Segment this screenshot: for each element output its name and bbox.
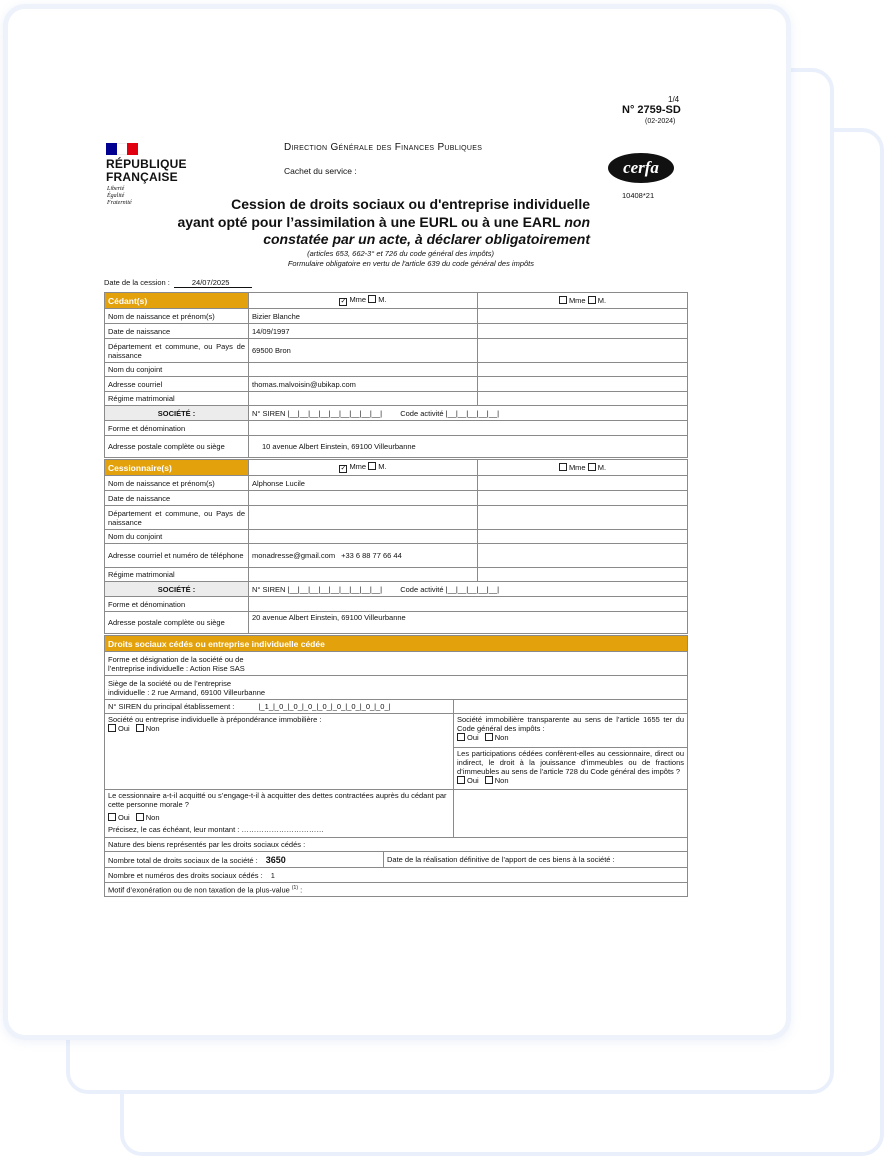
- motif-field[interactable]: Motif d’exonération ou de non taxation de la plus-value $^{(1)}$ :: [105, 883, 688, 897]
- dettes-cell: Le cessionnaire a-t-il acquitté ou s’engage-t-il à acquitter des dettes contractées auprès du cédant par cette personne morale ? Oui Non Précisez, le cas échéant, leur montant : ……………………………: [105, 790, 454, 838]
- cedant2-courriel-field[interactable]: [478, 377, 688, 392]
- cessionnaire-conjoint-field[interactable]: [249, 530, 478, 544]
- form-date: (02-2024): [645, 118, 676, 125]
- flag-icon: [106, 143, 138, 155]
- cedant-conjoint-field[interactable]: [249, 363, 478, 377]
- cedant-siren-field[interactable]: |__|__|__|__|__|__|__|__|__|: [287, 408, 383, 418]
- participations-non-checkbox[interactable]: [485, 776, 493, 784]
- cessionnaire2-mme-checkbox[interactable]: [559, 463, 567, 471]
- droits-forme-row: Forme et désignation de la société ou de l’entreprise individuelle : Action Rise SAS: [105, 652, 688, 676]
- cessionnaire-lieu-field[interactable]: [249, 506, 478, 530]
- page-number: 1/4: [668, 95, 680, 104]
- date-cession-field[interactable]: 24/07/2025: [174, 278, 252, 288]
- cedant-m-checkbox[interactable]: [368, 295, 376, 303]
- cedant-siren-row: N° SIREN |__|__|__|__|__|__|__|__|__| Code activité |__|__|__|__|__|: [249, 406, 688, 421]
- cedant-adresse-field[interactable]: 10 avenue Albert Einstein, 69100 Villeurbanne: [249, 436, 688, 458]
- cerfa-logo: cerfa: [608, 153, 674, 183]
- cedant2-mme-checkbox[interactable]: [559, 296, 567, 304]
- cessionnaire2-regime-field[interactable]: [478, 568, 688, 582]
- dettes-montant-field[interactable]: Précisez, le cas échéant, leur montant : ……………………………: [108, 825, 324, 834]
- participations-cell: Les participations cédées confèrent-elles au cessionnaire, direct ou indirect, le droit à la jouissance d’immeubles ou de fractions d’immeubles au sens de l’article 728 du Code général des impôts ? Oui Non: [454, 748, 688, 790]
- cessionnaire-courriel-field[interactable]: monadresse@gmail.com +33 6 88 77 66 44: [249, 544, 478, 568]
- dettes-non-checkbox[interactable]: [136, 813, 144, 821]
- cessionnaire2-conjoint-field[interactable]: [478, 530, 688, 544]
- cedant-date-field[interactable]: 14/09/1997: [249, 324, 478, 339]
- form-subtitle-articles: (articles 653, 662-3° et 726 du code général des impôts): [307, 249, 494, 258]
- cessionnaire-table: Cessionnaire(s) ✓ Mme M. Mme M. Nom de naissance et prénom(s) Alphonse Lucile Date de naissance Département et commune, ou Pays de naissance Nom du conjoint Adresse courriel et numéro de téléphone monadresse@gmail.com +33 6 88 77 66 44 Régime matrimonial SOCIÉTÉ : N° SIREN |__|__|__|__|__|__|__|__|__| Code activité |__|__|__|__|__| Forme et dénomination Adresse postale complète ou siège 20 avenue Albert Einstein, 69100 Villeurbanne: [104, 459, 688, 634]
- nombre-total-row: Nombre total de droits sociaux de la société : 3650: [105, 852, 384, 868]
- cerfa-number: 10408*21: [622, 191, 655, 200]
- droits-siege-field[interactable]: 2 rue Armand, 69100 Villeurbanne: [151, 687, 266, 697]
- transparente-oui-checkbox[interactable]: [457, 733, 465, 741]
- form-title: Cession de droits sociaux ou d'entreprise individuelle ayant opté pour l’assimilation à une EURL ou à une EARL non constatée par un acte, à déclarer obligatoirement: [177, 196, 590, 247]
- droits-siege-row: Siège de la société ou de l’entreprise individuelle : 2 rue Armand, 69100 Villeurbanne: [105, 676, 688, 700]
- cessionnaire-mme-checkbox[interactable]: ✓: [340, 465, 347, 472]
- form-number: N° 2759-SD: [622, 104, 681, 116]
- participations-oui-checkbox[interactable]: [457, 776, 465, 784]
- cedant-courriel-field[interactable]: thomas.malvoisin@ubikap.com: [249, 377, 478, 392]
- cedant2-lieu-field[interactable]: [478, 339, 688, 363]
- preponderance-cell: Société ou entreprise individuelle à prépondérance immobilière : Oui Non: [105, 714, 454, 790]
- dettes-oui-checkbox[interactable]: [108, 813, 116, 821]
- date-realisation-field[interactable]: Date de la réalisation définitive de l’apport de ces biens à la société :: [384, 852, 688, 868]
- cessionnaire-siren-row: N° SIREN |__|__|__|__|__|__|__|__|__| Code activité |__|__|__|__|__|: [249, 582, 688, 597]
- nombre-cedes-row: Nombre et numéros des droits sociaux cédés : 1: [105, 868, 688, 883]
- cedant-lieu-field[interactable]: 69500 Bron: [249, 339, 478, 363]
- cessionnaire-date-field[interactable]: [249, 491, 478, 506]
- cedant2-date-field[interactable]: [478, 324, 688, 339]
- direction-title: Direction Générale des Finances Publiques: [284, 142, 483, 153]
- nombre-total-field[interactable]: 3650: [265, 854, 286, 865]
- republique-logo: RÉPUBLIQUE FRANÇAISE: [106, 157, 187, 184]
- cessionnaire-adresse-field[interactable]: 20 avenue Albert Einstein, 69100 Villeurbanne: [249, 612, 688, 634]
- cedant-mme-checkbox[interactable]: ✓: [340, 298, 347, 305]
- form-subtitle-obligatoire: Formulaire obligatoire en vertu de l'article 639 du code général des impôts: [287, 259, 534, 268]
- cessionnaire2-courriel-field[interactable]: [478, 544, 688, 568]
- nombre-cedes-field[interactable]: 1: [270, 870, 275, 880]
- droits-siren-row: N° SIREN du principal établissement : |_1_|_0_|_0_|_0_|_0_|_0_|_0_|_0_|_0_|: [105, 700, 454, 714]
- droits-heading: Droits sociaux cédés ou entreprise individuelle cédée: [105, 636, 688, 652]
- cedant-heading: Cédant(s): [105, 293, 249, 309]
- cedant-forme-field[interactable]: [249, 421, 688, 436]
- cessionnaire2-date-field[interactable]: [478, 491, 688, 506]
- cessionnaire2-m-checkbox[interactable]: [588, 463, 596, 471]
- droits-siren-field[interactable]: |_1_|_0_|_0_|_0_|_0_|_0_|_0_|_0_|_0_|: [258, 702, 391, 711]
- cedant-regime-field[interactable]: [249, 392, 478, 406]
- preponderance-oui-checkbox[interactable]: [108, 724, 116, 732]
- date-cession: Date de la cession : 24/07/2025: [104, 278, 252, 288]
- transparente-non-checkbox[interactable]: [485, 733, 493, 741]
- cedant2-nom-field[interactable]: [478, 309, 688, 324]
- cachet-label: Cachet du service :: [284, 166, 357, 176]
- cessionnaire2-lieu-field[interactable]: [478, 506, 688, 530]
- cessionnaire2-nom-field[interactable]: [478, 476, 688, 491]
- cedant-code-field[interactable]: |__|__|__|__|__|: [445, 408, 500, 418]
- nature-field[interactable]: Nature des biens représentés par les droits sociaux cédés :: [105, 838, 688, 852]
- preponderance-non-checkbox[interactable]: [136, 724, 144, 732]
- devise: Liberté Égalité Fraternité: [107, 186, 132, 206]
- cedant-table: Cédant(s) ✓ Mme M. Mme M. Nom de naissance et prénom(s) Bizier Blanche Date de naissance 14/09/1997 Département et commune, ou Pays de naissance 69500 Bron Nom du conjoint Adresse courriel thomas.malvoisin@ubikap.com Régime matrimonial SOCIÉTÉ : N° SIREN |__|__|__|__|__|__|__|__|__| Code activité |__|__|__|__|__| Forme et dénomination Adresse postale complète ou siège 10 avenue Albert Einstein, 69100 Villeurbanne: [104, 292, 688, 458]
- cedant2-conjoint-field[interactable]: [478, 363, 688, 377]
- cessionnaire-code-field[interactable]: |__|__|__|__|__|: [445, 584, 500, 594]
- cessionnaire-m-checkbox[interactable]: [368, 462, 376, 470]
- cessionnaire-heading: Cessionnaire(s): [105, 460, 249, 476]
- cessionnaire-regime-field[interactable]: [249, 568, 478, 582]
- cedant2-m-checkbox[interactable]: [588, 296, 596, 304]
- cedant2-regime-field[interactable]: [478, 392, 688, 406]
- droits-forme-field[interactable]: Action Rise SAS: [189, 663, 245, 673]
- cessionnaire-nom-field[interactable]: Alphonse Lucile: [249, 476, 478, 491]
- droits-table: [104, 635, 688, 897]
- cessionnaire-forme-field[interactable]: [249, 597, 688, 612]
- transparente-cell: Société immobilière transparente au sens de l’article 1655 ter du Code général des impôts : Oui Non: [454, 714, 688, 748]
- cedant-nom-field[interactable]: Bizier Blanche: [249, 309, 478, 324]
- cessionnaire-siren-field[interactable]: |__|__|__|__|__|__|__|__|__|: [287, 584, 383, 594]
